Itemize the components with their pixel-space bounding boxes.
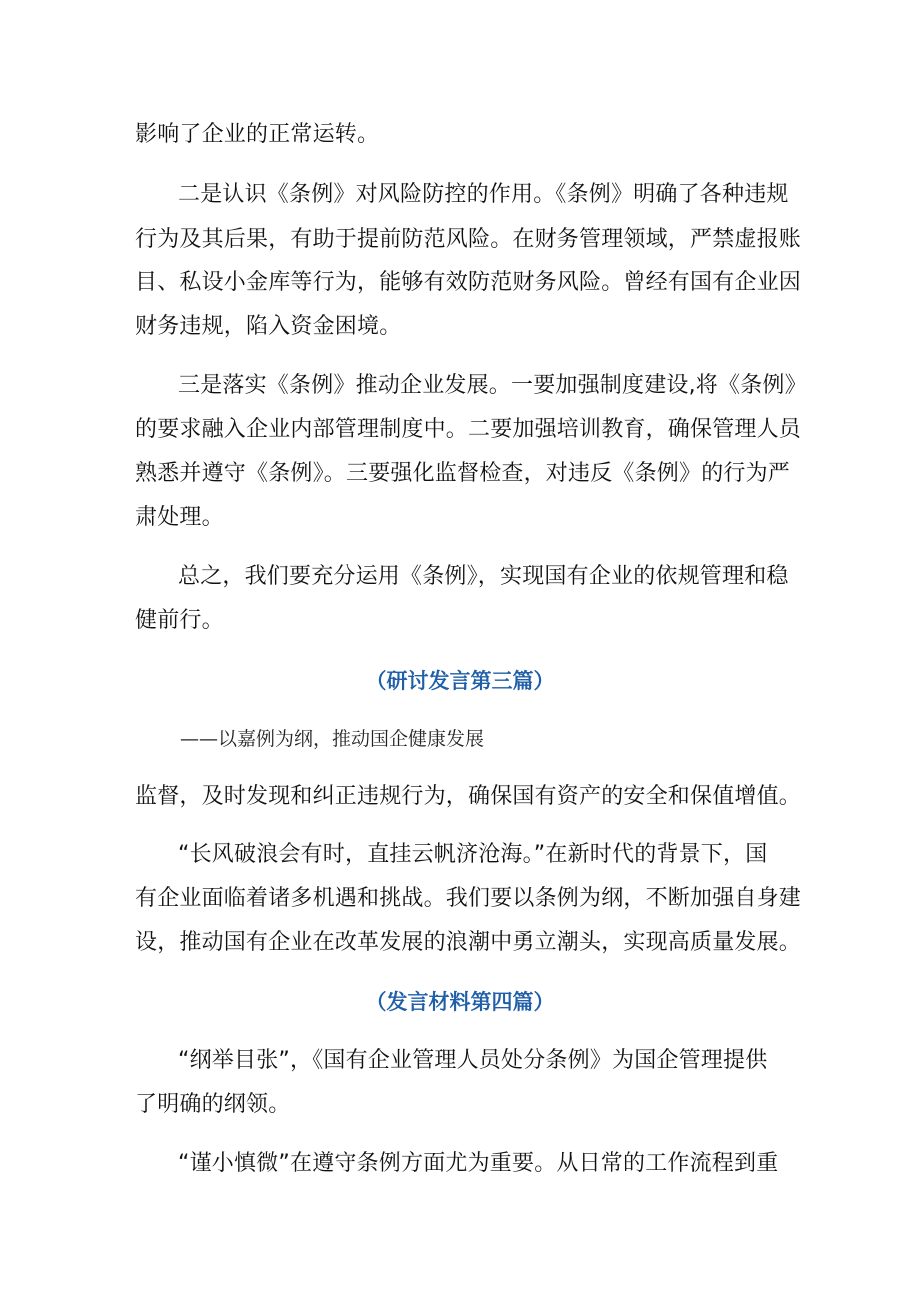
paragraph-line: 财务违规，陷入资金困境。	[135, 314, 402, 339]
paragraph-line: 健前行。	[135, 608, 224, 633]
paragraph-line: “谨小慎微”在遵守条例方面尤为重要。从日常的工作流程到重	[178, 1151, 779, 1176]
paragraph-line: “纲举目张”，《国有企业管理人员处分条例》为国企管理提供	[178, 1048, 768, 1073]
section-subtitle: ——以嘉例为纲，推动国企健康发展	[180, 728, 485, 750]
section-heading: （发言材料第四篇）	[365, 990, 555, 1014]
paragraph-line: 的要求融入企业内部管理制度中。二要加强培训教育，确保管理人员	[135, 417, 802, 442]
paragraph-line: 熟悉并遵守《条例》。三要强化监督检查，对违反《条例》的行为严	[135, 461, 791, 486]
section-heading: （研讨发言第三篇）	[365, 669, 555, 693]
paragraph-line: 目、私设小金库等行为，能够有效防范财务风险。曾经有国有企业因	[135, 270, 802, 295]
paragraph-line: 肃处理。	[135, 505, 224, 530]
paragraph-line: “长风破浪会有时，直挂云帆济沧海。”在新时代的背景下，国	[178, 842, 768, 867]
paragraph-line: 总之，我们要充分运用《条例》，实现国有企业的依规管理和稳	[178, 564, 789, 589]
paragraph-line: 监督，及时发现和纠正违规行为，确保国有资产的安全和保值增值。	[135, 784, 802, 809]
paragraph-line: 有企业面临着诸多机遇和挑战。我们要以条例为纲，不断加强自身建	[135, 886, 802, 911]
paragraph-line: 行为及其后果，有助于提前防范风险。在财务管理领域，严禁虚报账	[135, 227, 802, 252]
paragraph-line: 影响了企业的正常运转。	[135, 122, 380, 147]
paragraph-line: 三是落实《条例》推动企业发展。一要加强制度建设,将《条例》	[178, 373, 807, 398]
paragraph-line: 二是认识《条例》对风险防控的作用。《条例》明确了各种违规	[178, 182, 789, 207]
paragraph-line: 了明确的纲领。	[135, 1092, 291, 1117]
paragraph-line: 设，推动国有企业在改革发展的浪潮中勇立潮头，实现高质量发展。	[135, 930, 802, 955]
